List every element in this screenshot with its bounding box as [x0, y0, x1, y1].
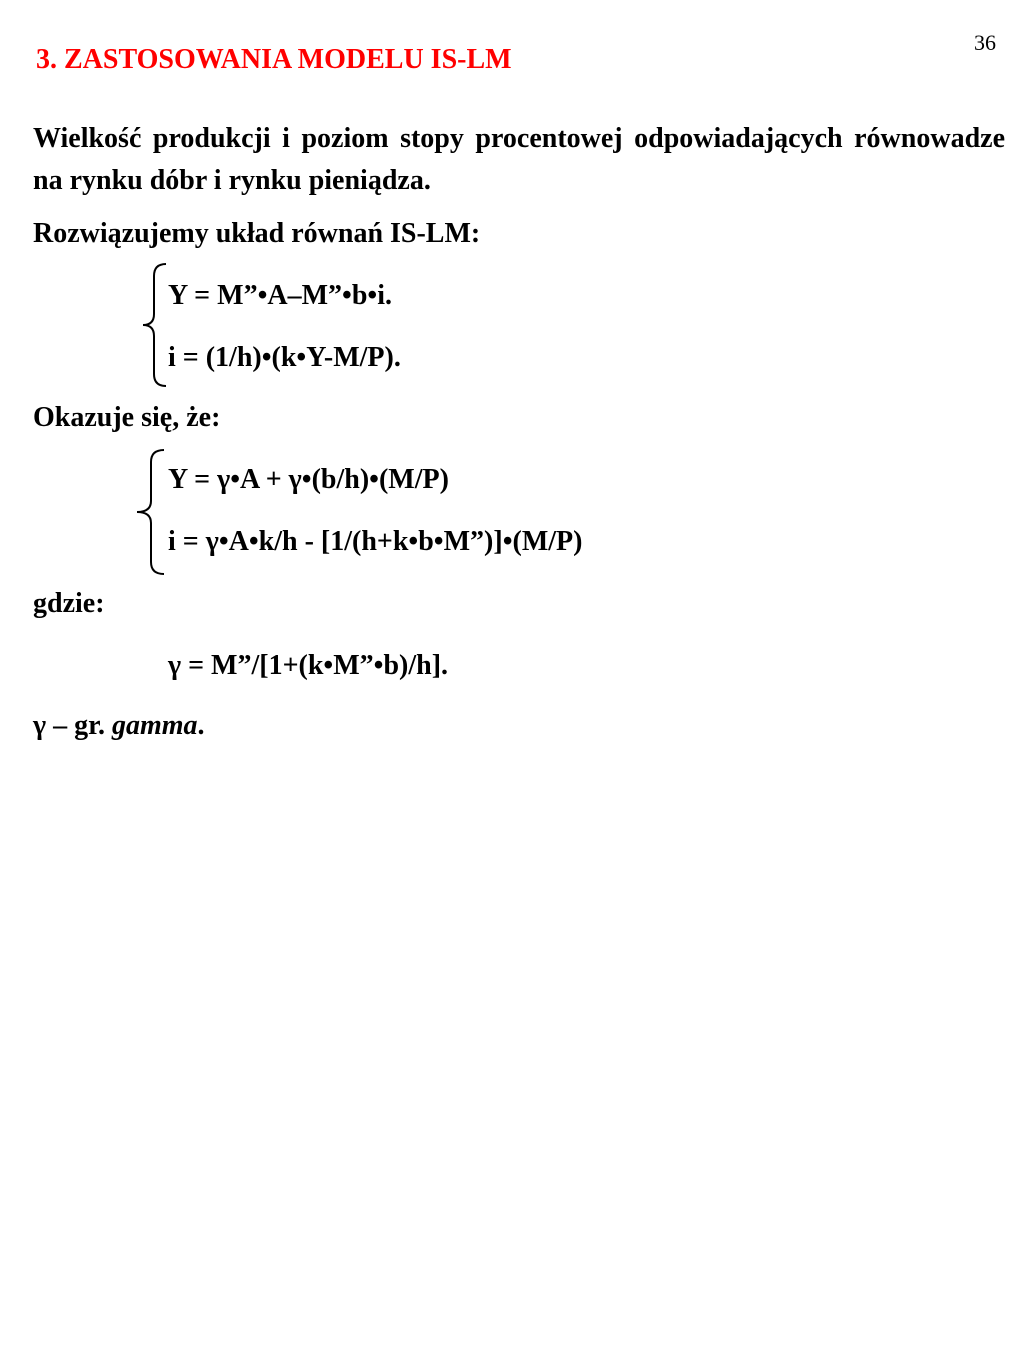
page-number: 36	[974, 30, 996, 55]
is-equation: Y = M”•A–M”•b•i.	[168, 280, 392, 311]
intro-paragraph: Wielkość produkcji i poziom stopy procentowej odpowiadających równowadze na rynku dóbr i rynku pieniądza.	[33, 123, 1005, 196]
slide-title: 3. ZASTOSOWANIA MODELU IS-LM	[36, 44, 512, 75]
gamma-symbol: γ	[33, 710, 47, 741]
gamma-note	[33, 710, 205, 742]
interest-rate-solution: i = γ•A•k/h - [1/(h+k•b•M”)]•(M/P)	[168, 526, 583, 557]
gamma-note-end: .	[197, 710, 205, 741]
gamma-definition: γ = M”/[1+(k•M”•b)/h].	[168, 650, 449, 681]
result-heading: Okazuje się, że:	[33, 402, 221, 433]
gamma-word: gamma	[111, 710, 198, 741]
left-curly-brace-icon	[140, 262, 170, 388]
gamma-note-text: – gr.	[46, 710, 112, 741]
output-solution: Y = γ•A + γ•(b/h)•(M/P)	[168, 464, 449, 495]
left-curly-brace-icon	[134, 448, 168, 576]
where-label: gdzie:	[33, 588, 105, 619]
lm-equation: i = (1/h)•(k•Y-M/P).	[168, 342, 401, 373]
system1-heading: Rozwiązujemy układ równań IS-LM:	[33, 218, 481, 249]
